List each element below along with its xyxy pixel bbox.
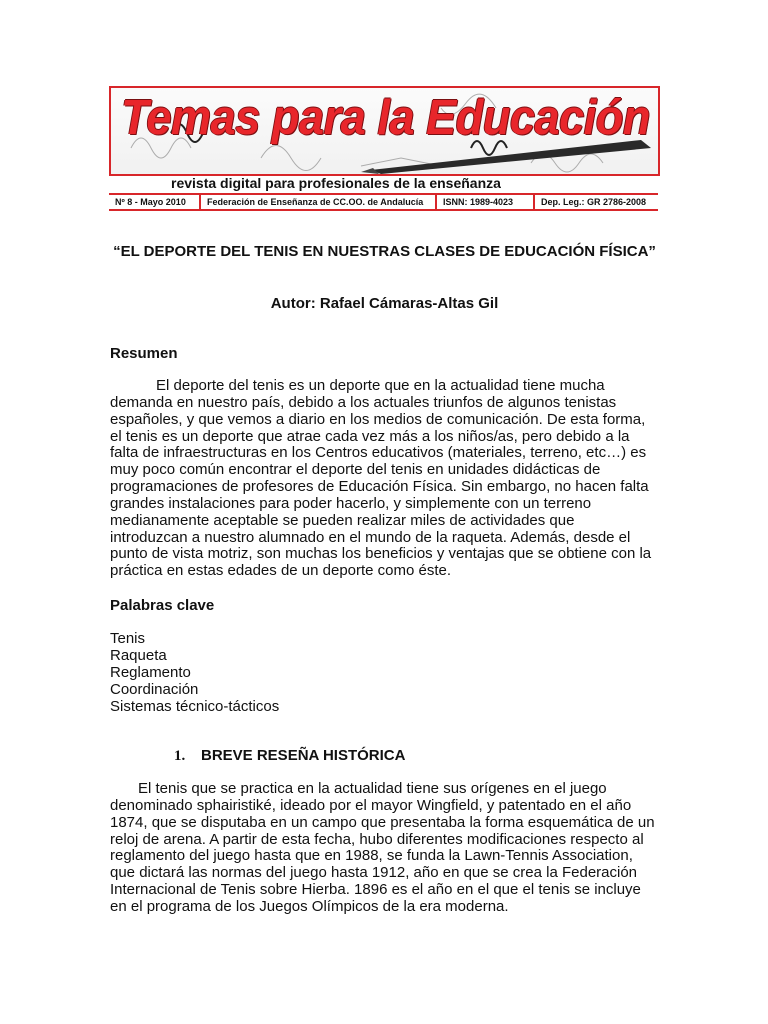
keywords-heading: Palabras clave xyxy=(110,597,215,614)
keywords-list xyxy=(110,630,279,715)
keyword-item: Raqueta xyxy=(110,647,167,664)
abstract-paragraph: El deporte del tenis es un deporte que en la actualidad tiene mucha demanda en nuestro país, debido a los actuales triunfos de algunos tenistas españoles, y que vemos a diario en los medios de comunicación. De esta forma, el tenis es un deporte que atrae cada vez más a los niños/as, pero debido a la falta de infraestructuras en los Centros educativos (materiales, terreno, etc…) es muy poco común encontrar el deporte del tenis en unidades didácticas de programaciones de profesores de Educación Física. Sin embargo, no hacen falta grandes instalaciones para poder hacerlo, y simplemente con un terreno medianamente aceptable se pueden realizar miles de actividades que introduzcan a nuestro alumnado en el mundo de la raqueta. Además, desde el punto de vista motriz, son muchas los beneficios y ventajas que se obtiene con la práctica en estas edades de un deporte como éste. xyxy=(110,377,652,580)
keyword-item: Reglamento xyxy=(110,664,191,681)
magazine-header xyxy=(109,86,658,215)
section-number: 1. xyxy=(174,748,186,764)
keyword-item: Tenis xyxy=(110,630,146,647)
section-title: BREVE RESEÑA HISTÓRICA xyxy=(201,747,406,764)
issue-info-bar xyxy=(109,193,658,211)
issue-number: Nº 8 - Mayo 2010 xyxy=(109,195,201,209)
section-heading xyxy=(174,747,405,765)
article-author: Autor: Rafael Cámaras-Altas Gil xyxy=(270,295,499,312)
publisher-federation: Federación de Enseñanza de CC.OO. de Andalucía xyxy=(201,195,437,209)
legal-deposit: Dep. Leg.: GR 2786-2008 xyxy=(541,197,647,207)
magazine-subtitle: revista digital para profesionales de la enseñanza xyxy=(171,175,501,191)
masthead-banner xyxy=(109,86,660,176)
abstract-heading: Resumen xyxy=(110,345,178,362)
keyword-item: Sistemas técnico-tácticos xyxy=(110,698,280,715)
issn-number: ISNN: 1989-4023 xyxy=(437,195,535,209)
article-title: “EL DEPORTE DEL TENIS EN NUESTRAS CLASES DE EDUCACIÓN FÍSICA” xyxy=(113,243,656,260)
keyword-item: Coordinación xyxy=(110,681,199,698)
magazine-title: Temas para la Educación xyxy=(121,91,650,145)
section-body-paragraph: El tenis que se practica en la actualidad tiene sus orígenes en el juego denominado sphairistiké, ideado por el mayor Wingfield, y patentado en el año 1874, que se disputaba en un campo que presentaba la forma esquemática de un reloj de arena. A partir de esta fecha, hubo diferentes modificaciones respecto al reglamento del juego hasta que en 1988, se funda la Lawn-Tennis Association, que dictará las normas del juego hasta 1912, año en que se crea la Federación Internacional de Tenis sobre Hierba. 1896 es el año en el que el tenis se incluye en el programa de los Juegos Olímpicos de la era moderna. xyxy=(110,780,655,915)
